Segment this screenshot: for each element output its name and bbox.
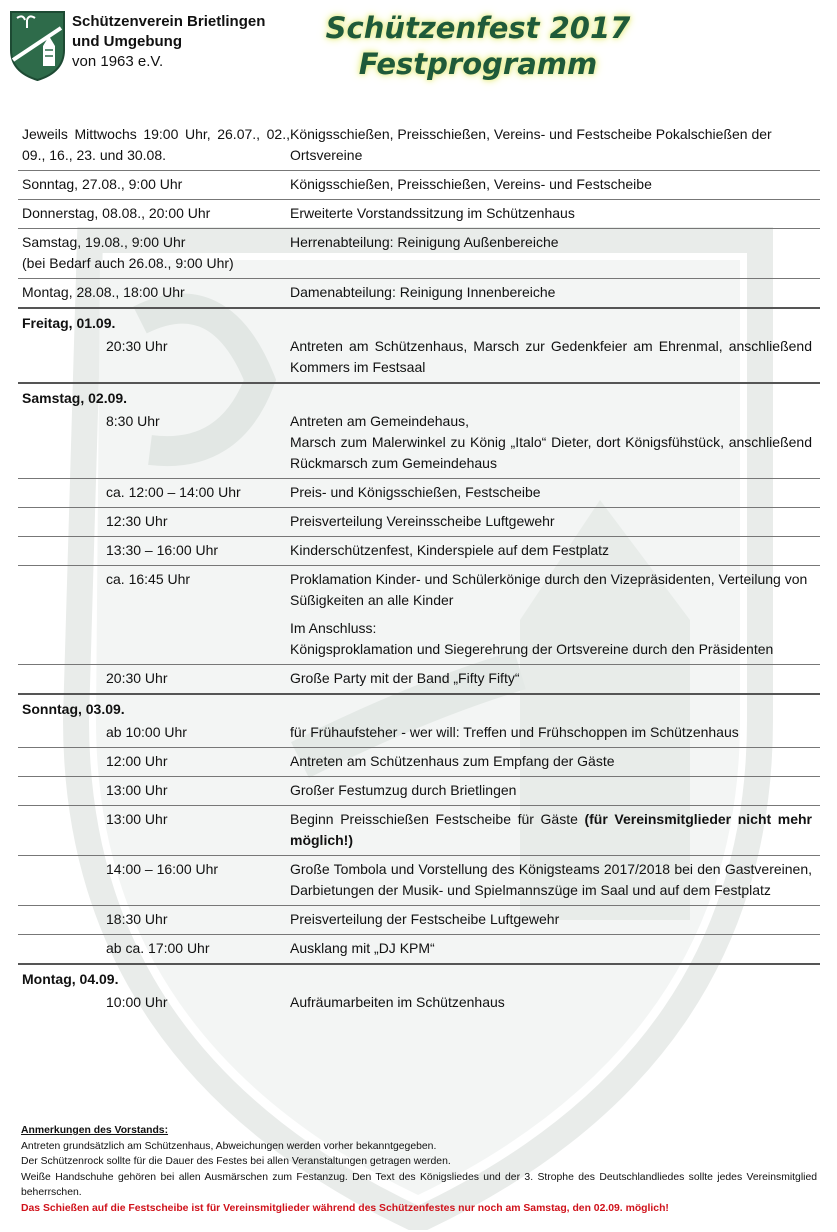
day-heading-monday: Montag, 04.09. <box>22 971 119 987</box>
festival-title-line2: Festprogramm <box>358 47 598 81</box>
table-row <box>18 200 820 229</box>
day-heading-sunday: Sonntag, 03.09. <box>22 701 125 717</box>
schedule-what <box>290 809 820 851</box>
table-row <box>18 665 820 695</box>
schedule-time: ca. 12:00 – 14:00 Uhr <box>106 484 241 500</box>
notes-line: Weiße Handschuhe gehören bei allen Ausmärschen zum Festanzug. Den Text des Königsliedes und der 3. Strophe des Deutschlandliedes sollte jedes Vereinsmitglied beherrschen. <box>21 1171 817 1198</box>
table-row <box>18 989 820 1017</box>
table-row <box>18 537 820 566</box>
schedule-what: Aufräumarbeiten im Schützenhaus <box>290 994 505 1010</box>
notes-warning: Das Schießen auf die Festscheibe ist für Vereinsmitglieder während des Schützenfestes nur noch am Samstag, den 02.09. möglich! <box>21 1202 669 1214</box>
table-row <box>18 479 820 508</box>
schedule-what-line2: Königsproklamation und Siegerehrung der Ortsvereine durch den Präsidenten <box>290 641 774 657</box>
table-row <box>18 171 820 200</box>
schedule-what <box>290 618 820 660</box>
schedule-what: Ausklang mit „DJ KPM“ <box>290 940 435 956</box>
schedule-time: 20:30 Uhr <box>106 338 168 354</box>
table-row <box>18 566 820 615</box>
schedule-time: 13:00 Uhr <box>106 811 168 827</box>
schedule-time: ab ca. 17:00 Uhr <box>106 940 210 956</box>
schedule-when: Sonntag, 27.08., 9:00 Uhr <box>22 176 183 192</box>
schedule-time: ab 10:00 Uhr <box>106 724 187 740</box>
schedule-time: 14:00 – 16:00 Uhr <box>106 861 219 877</box>
table-row <box>18 935 820 965</box>
schedule-time: 12:30 Uhr <box>106 513 168 529</box>
table-row <box>18 906 820 935</box>
schedule-what-note: (für Vereinsmitglieder nicht mehr möglich!) <box>290 811 813 848</box>
club-name <box>72 12 265 72</box>
club-name-line2: und Umgebung <box>72 33 182 50</box>
schedule-when: Montag, 28.08., 18:00 Uhr <box>22 284 185 300</box>
table-row <box>18 279 820 309</box>
schedule-time <box>18 618 290 660</box>
schedule-time: 13:00 Uhr <box>106 782 168 798</box>
notes-heading: Anmerkungen des Vorstands: <box>21 1125 169 1136</box>
table-row <box>18 806 820 856</box>
table-row <box>18 408 820 479</box>
schedule-what-line1: Im Anschluss: <box>290 620 377 636</box>
schedule-time: 10:00 Uhr <box>106 994 168 1010</box>
festival-title <box>318 10 638 82</box>
schedule-what: Proklamation Kinder- und Schülerkönige durch den Vizepräsidenten, Verteilung von Süßigkeiten an alle Kinder <box>290 571 808 608</box>
club-crest-logo <box>9 10 66 82</box>
schedule-what: Antreten am Schützenhaus, Marsch zur Gedenkfeier am Ehrenmal, anschließend Kommers im Festsaal <box>290 338 812 375</box>
schedule-what: Herrenabteilung: Reinigung Außenbereiche <box>290 234 559 250</box>
schedule-what: für Frühaufsteher - wer will: Treffen und Frühschoppen im Schützenhaus <box>290 724 739 740</box>
festival-title-line1: Schützenfest 2017 <box>325 11 631 45</box>
table-row <box>18 333 820 384</box>
schedule-time: 13:30 – 16:00 Uhr <box>106 542 219 558</box>
day-heading-saturday: Samstag, 02.09. <box>22 390 128 406</box>
table-row <box>18 719 820 748</box>
notes-line: Der Schützenrock sollte für die Dauer des Festes bei allen Veranstaltungen getragen werden. <box>21 1156 451 1167</box>
schedule-when-line2: (bei Bedarf auch 26.08., 9:00 Uhr) <box>22 255 234 271</box>
table-row <box>18 777 820 806</box>
club-founded: von 1963 e.V. <box>72 53 164 70</box>
schedule-what-line2: Marsch zum Malerwinkel zu König „Italo“ Dieter, dort Königsfühstück, anschließend Rückmarsch zum Gemeindehaus <box>290 434 812 471</box>
day-heading-friday: Freitag, 01.09. <box>22 315 116 331</box>
board-notes <box>21 1123 817 1216</box>
club-name-line1: Schützenverein Brietlingen <box>72 13 266 30</box>
schedule-what: Antreten am Schützenhaus zum Empfang der Gäste <box>290 753 615 769</box>
schedule-when-line1: Samstag, 19.08., 9:00 Uhr <box>22 234 186 250</box>
schedule-when: Donnerstag, 08.08., 20:00 Uhr <box>22 205 211 221</box>
table-row <box>18 508 820 537</box>
schedule-time: 8:30 Uhr <box>106 413 160 429</box>
schedule-what: Kinderschützenfest, Kinderspiele auf dem Festplatz <box>290 542 610 558</box>
notes-line: Antreten grundsätzlich am Schützenhaus, Abweichungen werden vorher bekanntgegeben. <box>21 1140 437 1152</box>
schedule-what-line1: Antreten am Gemeindehaus, <box>290 413 469 429</box>
schedule-table <box>18 121 820 1017</box>
table-row <box>18 615 820 665</box>
schedule-what: Königsschießen, Preisschießen, Vereins- und Festscheibe <box>290 176 652 192</box>
schedule-what: Preisverteilung Vereinsscheibe Luftgewehr <box>290 513 555 529</box>
schedule-what: Große Party mit der Band „Fifty Fifty“ <box>290 670 520 686</box>
schedule-what: Große Tombola und Vorstellung des Königsteams 2017/2018 bei den Gastvereinen, Darbietungen der Musik- und Spielmannszüge im Saal und auf dem Festplatz <box>290 861 812 898</box>
schedule-what: Erweiterte Vorstandssitzung im Schützenhaus <box>290 205 575 221</box>
schedule-when: Jeweils Mittwochs 19:00 Uhr, 26.07., 02., 09., 16., 23. und 30.08. <box>22 126 290 163</box>
schedule-what: Preis- und Königsschießen, Festscheibe <box>290 484 541 500</box>
table-row <box>18 121 820 171</box>
schedule-what: Großer Festumzug durch Brietlingen <box>290 782 517 798</box>
schedule-time: 20:30 Uhr <box>106 670 168 686</box>
schedule-what: Preisverteilung der Festscheibe Luftgewehr <box>290 911 560 927</box>
table-row <box>18 856 820 906</box>
table-row <box>18 229 820 279</box>
schedule-time: ca. 16:45 Uhr <box>106 571 191 587</box>
schedule-when <box>18 232 290 274</box>
schedule-time: 18:30 Uhr <box>106 911 168 927</box>
table-row <box>18 748 820 777</box>
schedule-time: 12:00 Uhr <box>106 753 168 769</box>
schedule-what <box>290 411 820 474</box>
schedule-what: Damenabteilung: Reinigung Innenbereiche <box>290 284 556 300</box>
schedule-what: Königsschießen, Preisschießen, Vereins- und Festscheibe Pokalschießen der Ortsvereine <box>290 126 772 163</box>
schedule-what-text: Beginn Preisschießen Festscheibe für Gäste <box>290 811 578 827</box>
